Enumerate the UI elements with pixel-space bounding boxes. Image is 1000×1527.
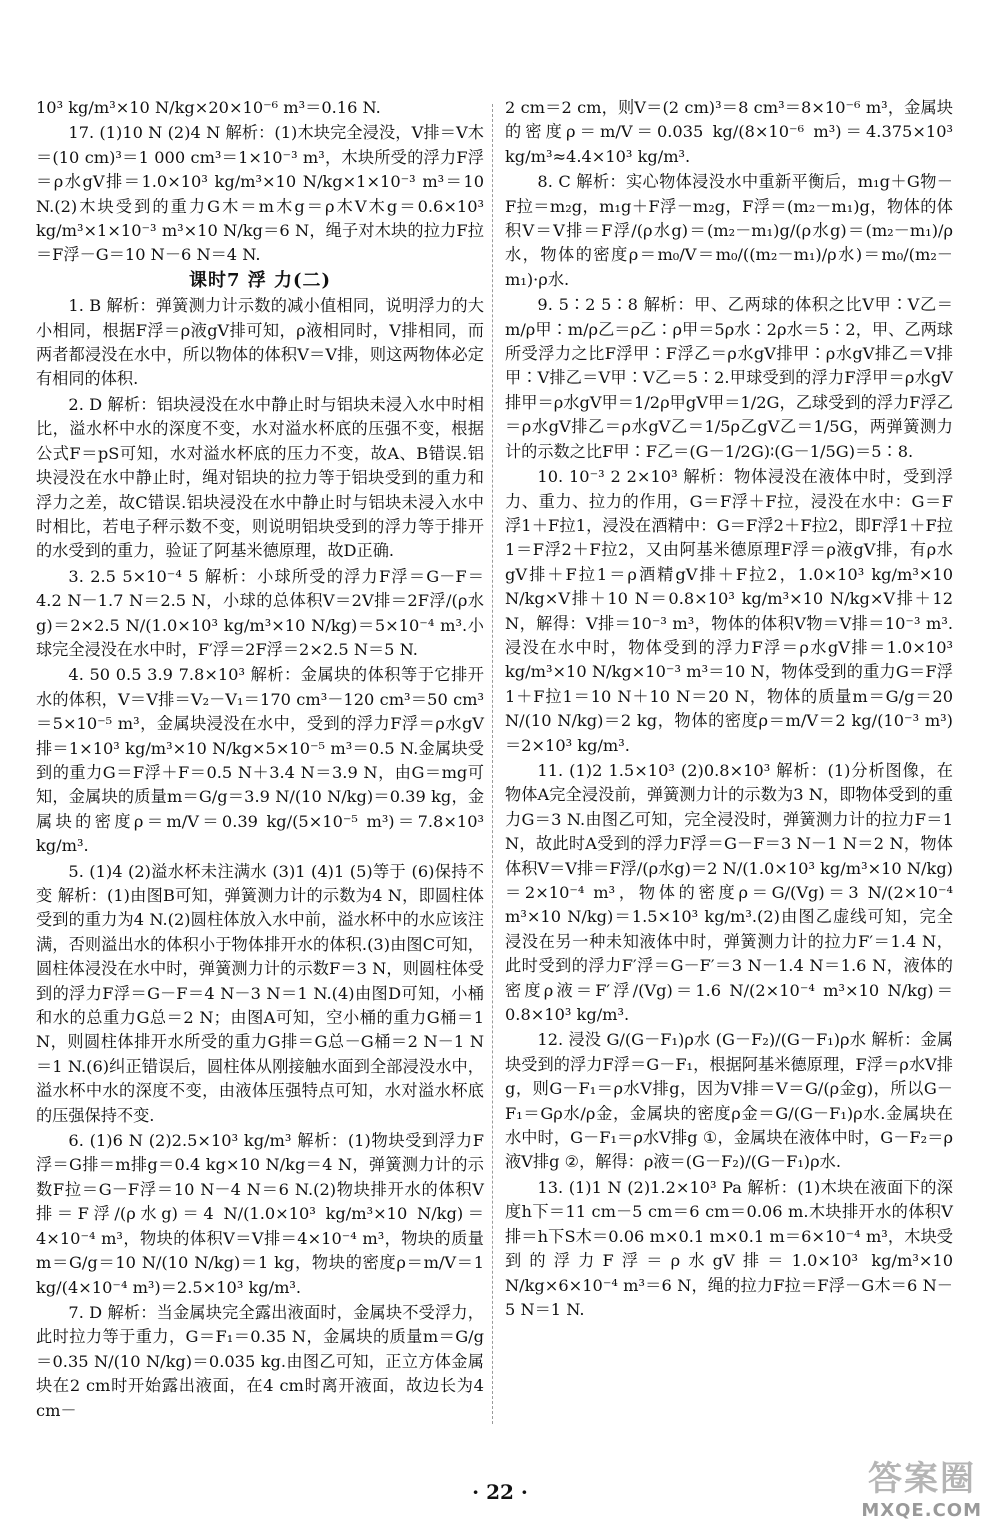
section-heading: 课时7 浮 力(二) — [188, 269, 332, 291]
answer-7-continuation: 2 cm＝2 cm，则V＝(2 cm)³＝8 cm³＝8×10⁻⁶ m³，金属块的密度ρ＝m/V＝0.035 kg/(8×10⁻⁶ m³)＝4.375×10³ kg/m³≈4.4×10³ kg/m³. — [505, 98, 953, 166]
column-divider — [492, 104, 493, 1424]
page-number: · 22 · — [472, 1480, 528, 1504]
answer-7: 7. D 解析：当金属块完全露出液面时，金属块不受浮力，此时拉力等于重力，G＝F₁＝0.35 N，金属块的质量m＝G/g＝0.35 N/(10 N/kg)＝0.035 kg.由图乙可知，正立方体金属块在2 cm时开始露出液面，在4 cm时离开液面，故边长为4 cm－ — [36, 1302, 484, 1420]
right-column — [505, 96, 953, 1323]
answer-4: 4. 50 0.5 3.9 7.8×10³ 解析：金属块的体积等于它排开水的体积，V＝V排＝V₂－V₁＝170 cm³－120 cm³＝50 cm³＝5×10⁻⁵ m³，金属块浸没在水中，受到的浮力F浮＝ρ水gV排＝1×10³ kg/m³×10 N/kg×5×10⁻⁵ m³＝0.5 N.金属块受到的重力G＝F浮＋F＝0.5 N＋3.4 N＝3.9 N，由G＝mg可知，金属块的质量m＝G/g＝3.9 N/(10 N/kg)＝0.39 kg，金属块的密度ρ＝m/V＝0.39 kg/(5×10⁻⁵ m³)＝7.8×10³ kg/m³. — [36, 665, 484, 856]
answer-6: 6. (1)6 N (2)2.5×10³ kg/m³ 解析：(1)物块受到浮力F浮＝G排＝m排g＝0.4 kg×10 N/kg＝4 N，弹簧测力计的示数F拉＝G－F浮＝10 N－4 N＝6 N.(2)物块排开水的体积V排＝F浮/(ρ水g)＝4 N/(1.0×10³ kg/m³×10 N/kg)＝4×10⁻⁴ m³，物块的体积V＝V排＝4×10⁻⁴ m³，物块的质量m＝G/g＝10 N/(10 N/kg)＝1 kg，物块的密度ρ＝m/V＝1 kg/(4×10⁻⁴ m³)＝2.5×10³ kg/m³. — [36, 1131, 484, 1297]
answer-5: 5. (1)4 (2)溢水杯未注满水 (3)1 (4)1 (5)等于 (6)保持不变 解析：(1)由图B可知，弹簧测力计的示数为4 N，即圆柱体受到的重力为4 N.(2)圆柱体放入水中前，溢水杯中的水应该注满，否则溢出水的体积小于物体排开水的体积.(3)由图C可知，圆柱体浸没在水中时，弹簧测力计的示数F＝3 N，则圆柱体受到的浮力F浮＝G－F＝4 N－3 N＝1 N.(4)由图D可知，小桶和水的总重力G总＝2 N；由图A可知，空小桶的重力G桶＝1 N，则圆柱体排开水所受的重力G排＝G总－G桶＝2 N－1 N＝1 N.(6)纠正错误后，圆柱体从刚接触水面到全部浸没水中，溢水杯中水的深度不变，由液体压强特点可知，水对溢水杯底的压强保持不变. — [36, 861, 484, 1125]
watermark-text: MXQE.COM — [861, 1500, 982, 1521]
answer-continuation: 10³ kg/m³×10 N/kg×20×10⁻⁶ m³＝0.16 N. — [36, 98, 381, 117]
watermark — [832, 1451, 982, 1521]
watermark-logo: 答案圈 — [868, 1459, 976, 1499]
answer-9: 9. 5∶2 5∶8 解析：甲、乙两球的体积之比V甲∶V乙＝m/ρ甲∶m/ρ乙＝ρ乙∶ρ甲＝5ρ水∶2ρ水＝5∶2，甲、乙两球所受浮力之比F浮甲∶F浮乙＝ρ水gV排甲∶ρ水gV排乙＝V排甲∶V排乙＝V甲∶V乙＝5∶2.甲球受到的浮力F浮甲＝ρ水gV排甲＝ρ水gV甲＝1/2ρ甲gV甲＝1/2G，乙球受到的浮力F浮乙＝ρ水gV排乙＝ρ水gV乙＝1/5ρ乙gV乙＝1/5G，两弹簧测力计的示数之比F甲∶F乙＝(G－1/2G)∶(G－1/5G)＝5∶8. — [505, 295, 953, 461]
answer-8: 8. C 解析：实心物体浸没水中重新平衡后，m₁g＋G物－F拉＝m₂g，m₁g＋F浮－m₂g，F浮＝(m₂－m₁)g，物体的体积V＝V排＝F浮/(ρ水g)＝(m₂－m₁)g/(ρ水g)＝(m₂－m₁)/ρ水，物体的密度ρ＝m₀/V＝m₀/((m₂－m₁)/ρ水)＝m₀/(m₂－m₁)·ρ水. — [505, 172, 953, 289]
answer-10: 10. 10⁻³ 2 2×10³ 解析：物体浸没在液体中时，受到浮力、重力、拉力的作用，G＝F浮＋F拉，浸没在水中：G＝F浮1＋F拉1，浸没在酒精中：G＝F浮2＋F拉2，即F浮1＋F拉1＝F浮2＋F拉2，又由阿基米德原理F浮＝ρ液gV排，有ρ水gV排＋F拉1＝ρ酒精gV排＋F拉2，1.0×10³ kg/m³×10 N/kg×V排＋10 N＝0.8×10³ kg/m³×10 N/kg×V排＋12 N，解得：V排＝10⁻³ m³，物体的体积V物＝V排＝10⁻³ m³.浸没在水中时，物体受到的浮力F浮＝ρ水gV排＝1.0×10³ kg/m³×10 N/kg×10⁻³ m³＝10 N，物体受到的重力G＝F浮1＋F拉1＝10 N＋10 N＝20 N，物体的质量m＝G/g＝20 N/(10 N/kg)＝2 kg，物体的密度ρ＝m/V＝2 kg/(10⁻³ m³)＝2×10³ kg/m³. — [505, 467, 953, 755]
answer-13: 13. (1)1 N (2)1.2×10³ Pa 解析：(1)木块在液面下的深度h下＝11 cm－5 cm＝6 cm＝0.06 m.木块排开水的体积V排＝h下S木＝0.06 m×0.1 m×0.1 m＝6×10⁻⁴ m³，木块受到的浮力F浮＝ρ水gV排＝1.0×10³ kg/m³×10 N/kg×6×10⁻⁴ m³＝6 N，绳的拉力F拉＝F浮－G木＝6 N－5 N＝1 N. — [505, 1177, 953, 1319]
answer-1: 1. B 解析：弹簧测力计示数的减小值相同，说明浮力的大小相同，根据F浮＝ρ液gV排可知，ρ液相同时，V排相同，而两者都浸没在水中，所以物体的体积V＝V排，则这两物体必定有相同的体积. — [36, 296, 484, 389]
answer-17: 17. (1)10 N (2)4 N 解析：(1)木块完全浸没，V排＝V木＝(10 cm)³＝1 000 cm³＝1×10⁻³ m³，木块所受的浮力F浮＝ρ水gV排＝1.0×10³ kg/m³×10 N/kg×1×10⁻³ m³＝10 N.(2)木块受到的重力G木＝m木g＝ρ木V木g＝0.6×10³ kg/m³×1×10⁻³ m³×10 N/kg＝6 N，绳子对木块的拉力F拉＝F浮－G＝10 N－6 N＝4 N. — [36, 123, 484, 265]
answer-2: 2. D 解析：铝块浸没在水中静止时与铝块未浸入水中时相比，溢水杯中水的深度不变，水对溢水杯底的压强不变，根据公式F＝pS可知，水对溢水杯底的压力不变，故A、B错误.铝块浸没在水中静止时，绳对铝块的拉力等于铝块受到的重力和浮力之差，故C错误.铝块浸没在水中静止时与铝块未浸入水中时相比，若电子秤示数不变，则说明铝块受到的浮力等于排开的水受到的重力，验证了阿基米德原理，故D正确. — [36, 394, 484, 561]
answer-12: 12. 浸没 G/(G－F₁)ρ水 (G－F₂)/(G－F₁)ρ水 解析：金属块受到的浮力F浮＝G－F₁，根据阿基米德原理，F浮＝ρ水V排g，则G－F₁＝ρ水V排g，因为V排＝V＝G/(ρ金g)，所以G－F₁＝Gρ水/ρ金，金属块的密度ρ金＝G/(G－F₁)ρ水.金属块在水中时，G－F₁＝ρ水V排g ①，金属块在液体中时，G－F₂＝ρ液V排g ②，解得：ρ液＝(G－F₂)/(G－F₁)ρ水. — [505, 1030, 953, 1172]
answer-3: 3. 2.5 5×10⁻⁴ 5 解析：小球所受的浮力F浮＝G－F＝4.2 N－1.7 N＝2.5 N，小球的总体积V＝2V排＝2F浮/(ρ水g)＝2×2.5 N/(1.0×10³ kg/m³×10 N/kg)＝5×10⁻⁴ m³.小球完全浸没在水中时，F′浮＝2F浮＝2×2.5 N＝5 N. — [36, 566, 484, 659]
left-column — [36, 96, 484, 1424]
answer-11: 11. (1)2 1.5×10³ (2)0.8×10³ 解析：(1)分析图像，在物体A完全浸没前，弹簧测力计的示数为3 N，即物体受到的重力G＝3 N.由图乙可知，完全浸没时，弹簧测力计的拉力F＝1 N，故此时A受到的浮力F浮＝G－F＝3 N－1 N＝2 N，物体体积V＝V排＝F浮/(ρ水g)＝2 N/(1.0×10³ kg/m³×10 N/kg)＝2×10⁻⁴ m³，物体的密度ρ＝G/(Vg)＝3 N/(2×10⁻⁴ m³×10 N/kg)＝1.5×10³ kg/m³.(2)由图乙虚线可知，完全浸没在另一种未知液体中时，弹簧测力计的拉力F′＝1.4 N，此时受到的浮力F′浮＝G－F′＝3 N－1.4 N＝1.6 N，液体的密度ρ液＝F′浮/(Vg)＝1.6 N/(2×10⁻⁴ m³×10 N/kg)＝0.8×10³ kg/m³. — [505, 760, 953, 1025]
